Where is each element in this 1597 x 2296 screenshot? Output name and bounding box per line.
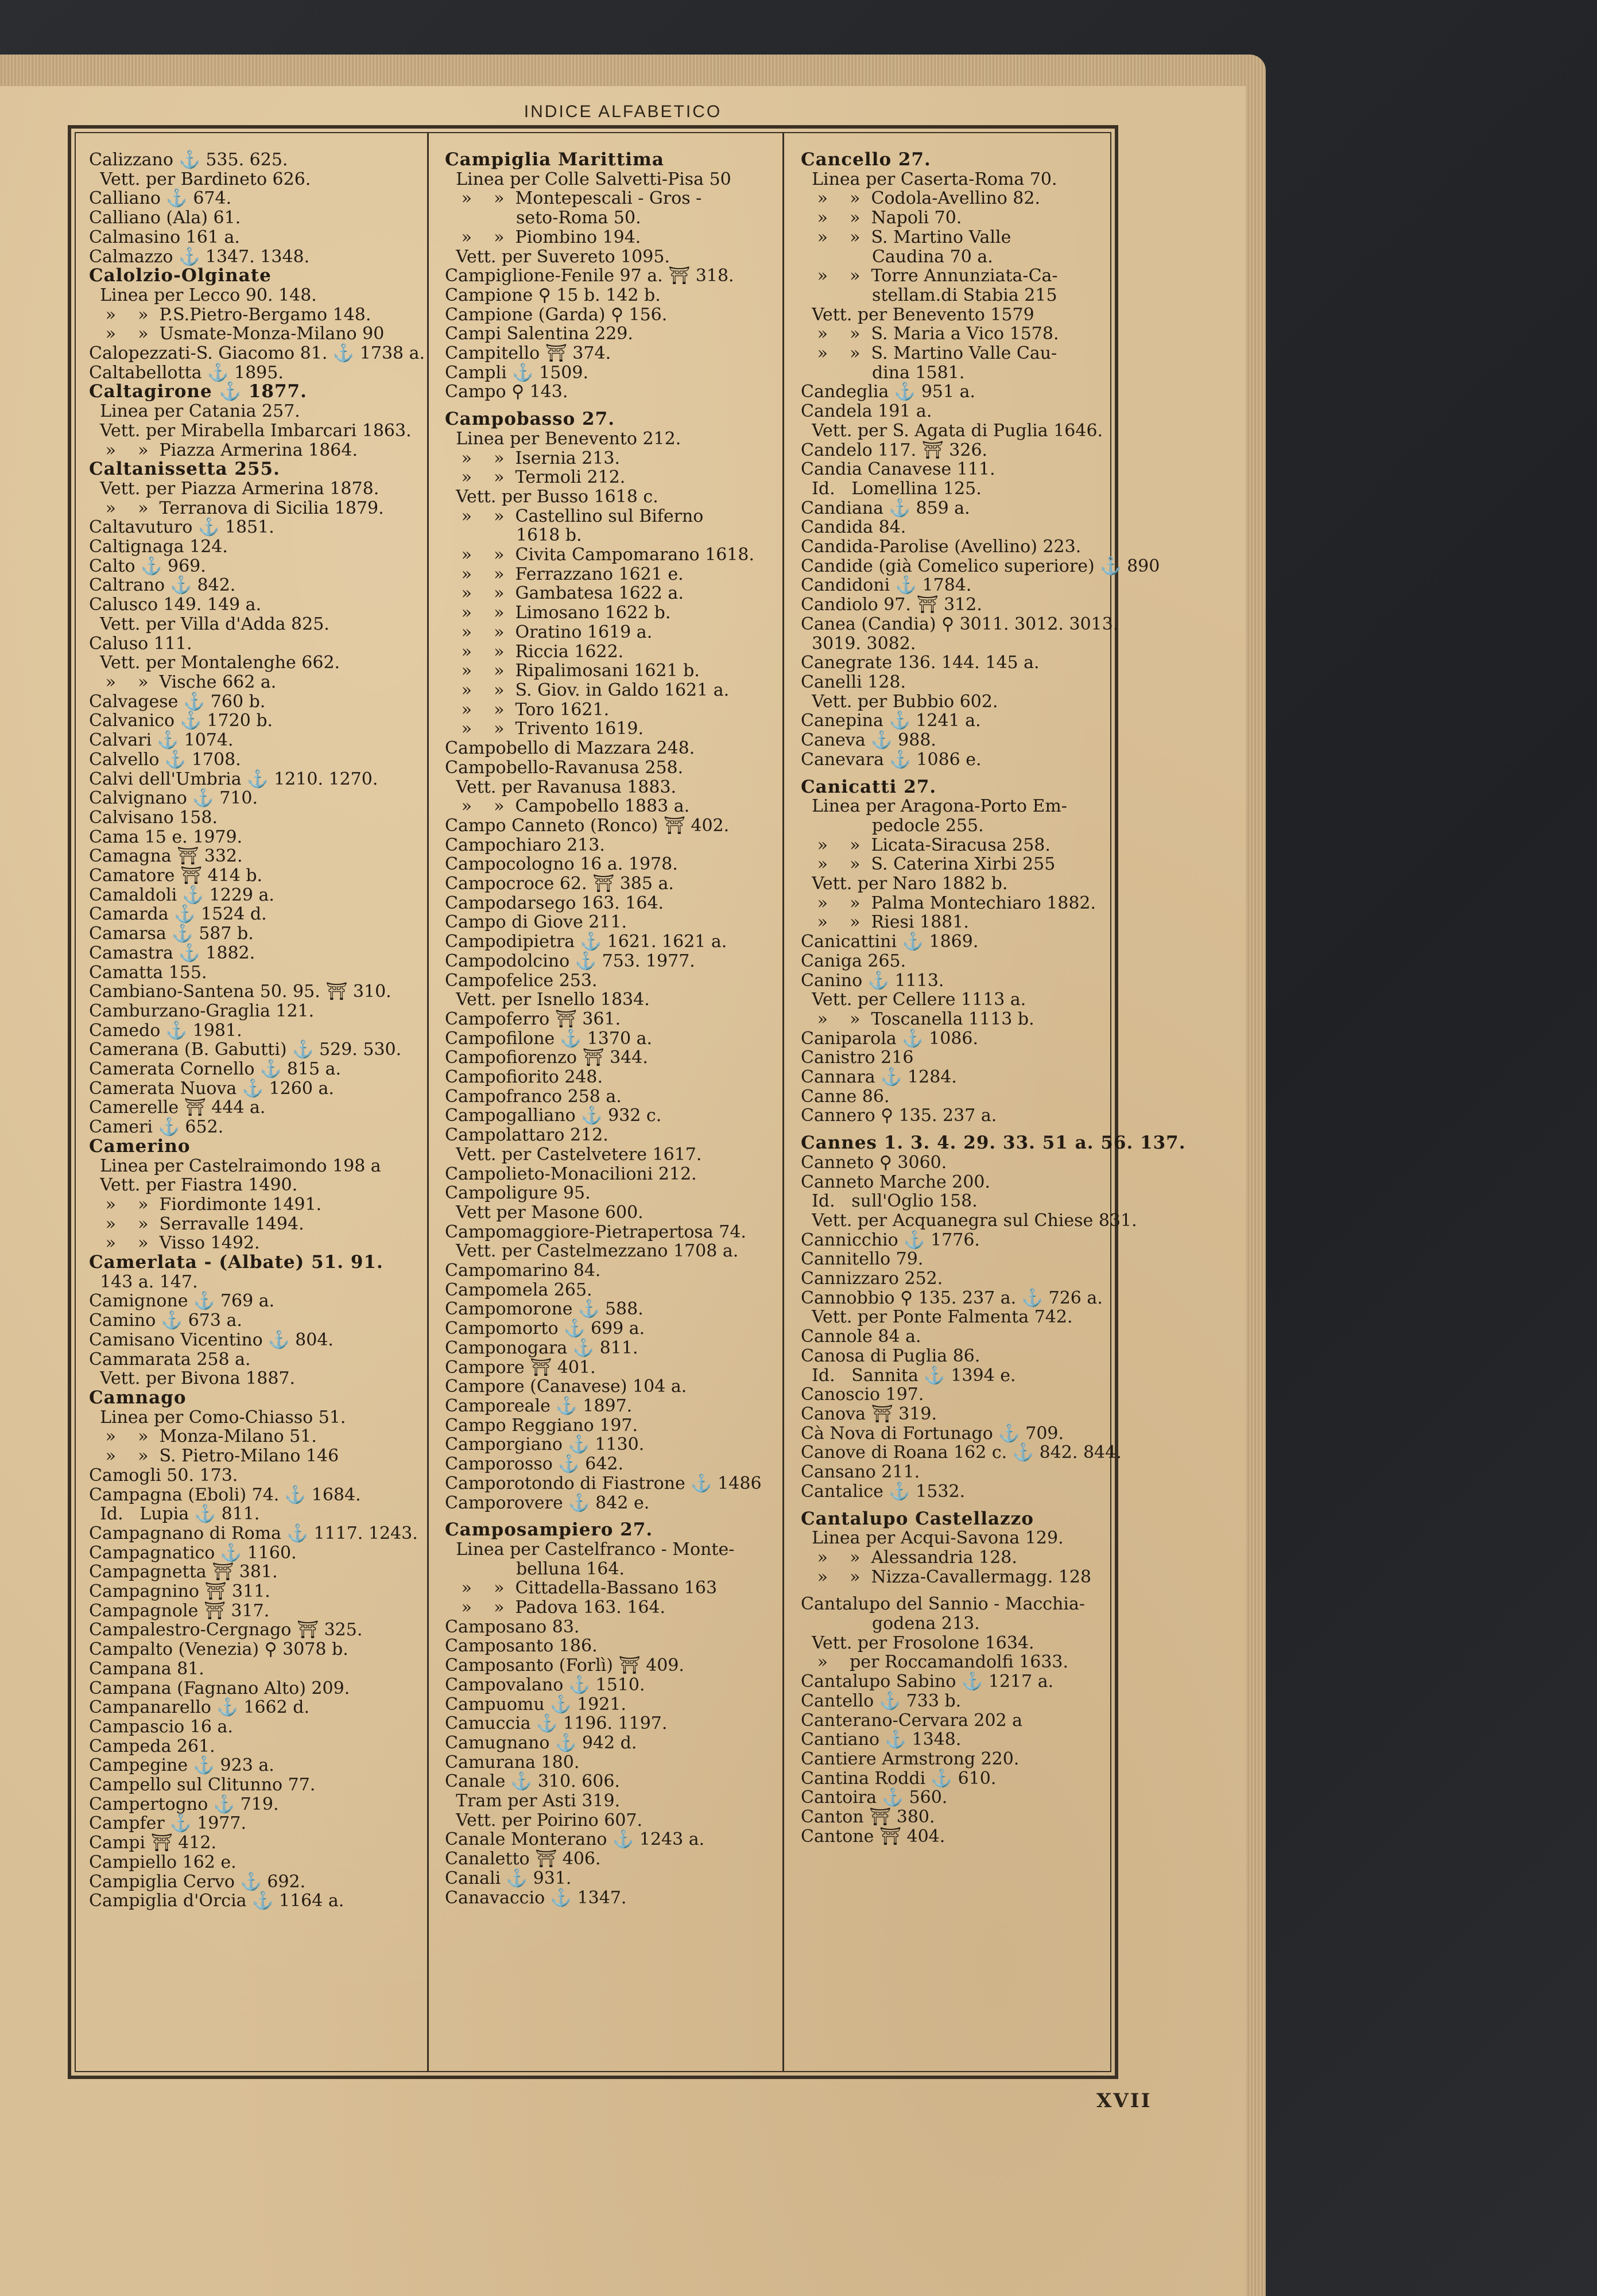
index-entry: Campfer ⚓ 1977. [89, 1813, 246, 1834]
index-entry: Linea per Acqui-Savona 129. [801, 1528, 1064, 1549]
page-number: XVII [1096, 2089, 1152, 2112]
index-entry: Canale ⚓ 310. 606. [445, 1771, 620, 1792]
index-entry: Campli ⚓ 1509. [445, 362, 588, 383]
index-entry: Cameri ⚓ 652. [89, 1117, 224, 1138]
index-entry: Campanarello ⚓ 1662 d. [89, 1697, 309, 1718]
index-entry: Vett. per Naro 1882 b. [801, 874, 1008, 894]
index-entry: Cannitello 79. [801, 1249, 924, 1270]
index-entry: Campiglione-Fenile 97 a. ⛩ 318. [445, 266, 734, 286]
index-entry: Linea per Aragona-Porto Em- [801, 796, 1067, 817]
index-entry: Id. Sannita ⚓ 1394 e. [801, 1365, 1016, 1386]
index-heading: Canicatti 27. [801, 776, 937, 797]
index-column-2 [445, 150, 778, 2068]
index-entry: Campogalliano ⚓ 932 c. [445, 1106, 662, 1126]
index-heading: Cantalupo Castellazzo [801, 1508, 1034, 1529]
index-entry: Id. sull'Oglio 158. [801, 1191, 978, 1212]
index-entry: » » S. Maria a Vico 1578. [801, 324, 1059, 344]
index-entry: Campo Reggiano 197. [445, 1415, 638, 1436]
index-entry: » » Riccia 1622. [445, 641, 624, 662]
index-entry: Camporeale ⚓ 1897. [445, 1396, 633, 1416]
index-entry: Cannobbio ⚲ 135. 237 a. ⚓ 726 a. [801, 1287, 1103, 1308]
index-entry: Candidoni ⚓ 1784. [801, 575, 972, 596]
index-entry: Cantiere Armstrong 220. [801, 1748, 1020, 1769]
index-entry: Campi Salentina 229. [445, 324, 633, 344]
index-column-3 [801, 149, 1186, 2068]
index-entry: » » Campobello 1883 a. [445, 796, 690, 817]
index-entry: Cannole 84 a. [801, 1327, 921, 1347]
index-entry: Campeda 261. [89, 1736, 215, 1756]
index-heading: Campobasso 27. [445, 409, 615, 430]
index-entry: Canoscio 197. [801, 1384, 924, 1405]
index-entry: » » Napoli 70. [801, 208, 962, 228]
index-entry: Calvanico ⚓ 1720 b. [89, 711, 273, 731]
index-entry: Camporosso ⚓ 642. [445, 1454, 624, 1475]
index-entry: Camposano 83. [445, 1616, 580, 1637]
index-entry: » » S. Pietro-Milano 146 [89, 1446, 339, 1467]
index-entry: Vett. per Isnello 1834. [445, 990, 650, 1010]
index-entry: Calvignano ⚓ 710. [89, 788, 258, 809]
index-entry: Campomarino 84. [445, 1261, 601, 1281]
index-entry: Cansano 211. [801, 1462, 920, 1483]
index-entry: Campofilone ⚓ 1370 a. [445, 1028, 653, 1049]
index-entry: Caniga 265. [801, 951, 906, 971]
index-entry: Campolattaro 212. [445, 1125, 608, 1146]
index-entry: Canicattini ⚓ 1869. [801, 932, 979, 952]
index-entry: » » Licata-Siracusa 258. [801, 835, 1051, 855]
index-entry: » » Usmate-Monza-Milano 90 [89, 324, 385, 344]
index-entry: Canea (Candia) ⚲ 3011. 3012. 3013. [801, 614, 1119, 634]
index-entry: » » Montepescali - Gros - [445, 188, 702, 209]
index-heading: Camposampiero 27. [445, 1519, 653, 1541]
index-entry: Canaletto ⛩ 406. [445, 1849, 601, 1870]
index-entry: Camporotondo di Fiastrone ⚓ 1486 [445, 1473, 762, 1494]
index-entry: Vett. per Mirabella Imbarcari 1863. [89, 420, 412, 441]
index-heading: Camnago [89, 1387, 187, 1408]
index-entry: Camerana (B. Gabutti) ⚓ 529. 530. [89, 1040, 402, 1060]
index-entry: Camerata Nuova ⚓ 1260 a. [89, 1078, 334, 1099]
index-entry: » » Toscanella 1113 b. [801, 1009, 1034, 1029]
index-entry: Camaldoli ⚓ 1229 a. [89, 885, 274, 905]
index-entry: Vett per Masone 600. [445, 1202, 644, 1223]
index-entry: Linea per Colle Salvetti-Pisa 50 [445, 169, 731, 189]
index-entry: » » Vische 662 a. [89, 672, 277, 692]
index-entry: Calvagese ⚓ 760 b. [89, 691, 266, 712]
index-entry: Vett. per Montalenghe 662. [89, 653, 340, 673]
index-entry: Camposanto 186. [445, 1636, 598, 1657]
index-entry: Camedo ⚓ 1981. [89, 1020, 242, 1041]
index-entry: Campiglia Cervo ⚓ 692. [89, 1871, 306, 1892]
index-entry: Vett. per Villa d'Adda 825. [89, 614, 330, 634]
index-entry: Calvello ⚓ 1708. [89, 749, 241, 770]
running-head: INDICE ALFABETICO [524, 102, 722, 121]
index-entry: 143 a. 147. [89, 1271, 198, 1292]
index-entry: Calopezzati-S. Giacomo 81. ⚓ 1738 a. [89, 343, 425, 364]
index-entry: Canove di Roana 162 c. ⚓ 842. 844. [801, 1442, 1122, 1463]
index-entry: Camponogara ⚓ 811. [445, 1337, 638, 1358]
index-entry: Campello sul Clitunno 77. [89, 1775, 316, 1795]
index-entry: Camastra ⚓ 1882. [89, 943, 255, 963]
index-entry: Campolieto-Monacilioni 212. [445, 1163, 697, 1184]
index-entry: » » Padova 163. 164. [445, 1597, 666, 1618]
index-entry: » » S. Martino Valle Cau- [801, 343, 1057, 364]
index-entry: Campomaggiore-Pietrapertosa 74. [445, 1221, 746, 1242]
index-entry: » » Toro 1621. [445, 699, 610, 720]
index-entry: Cammarata 258 a. [89, 1349, 251, 1370]
index-entry: dina 1581. [801, 362, 965, 383]
index-entry: Camatore ⛩ 414 b. [89, 866, 263, 886]
index-entry: Camarsa ⚓ 587 b. [89, 924, 254, 944]
index-entry: Campiglia d'Orcia ⚓ 1164 a. [89, 1891, 344, 1911]
index-entry: godena 213. [801, 1614, 980, 1634]
index-entry: Candiana ⚓ 859 a. [801, 498, 970, 518]
index-entry: Camuccia ⚓ 1196. 1197. [445, 1713, 668, 1734]
index-entry: Campiello 162 e. [89, 1852, 237, 1872]
index-entry: Cannero ⚲ 135. 237 a. [801, 1106, 997, 1126]
index-entry: Linea per Benevento 212. [445, 428, 681, 449]
index-entry: » » Fiordimonte 1491. [89, 1194, 322, 1215]
index-entry: » » Oratino 1619 a. [445, 622, 653, 642]
index-entry: Candela 191 a. [801, 401, 932, 422]
index-entry: Campofiorito 248. [445, 1067, 603, 1088]
index-entry: Campitello ⛩ 374. [445, 343, 611, 364]
index-entry: Campomela 265. [445, 1279, 592, 1300]
index-entry: Tram per Asti 319. [445, 1791, 621, 1812]
index-entry: » » Gambatesa 1622 a. [445, 583, 684, 604]
index-heading: Camerlata - (Albate) 51. 91. [89, 1252, 383, 1273]
index-entry: Camerelle ⛩ 444 a. [89, 1097, 266, 1118]
column-rule-1 [427, 132, 429, 2072]
index-entry: Campana 81. [89, 1658, 204, 1679]
index-entry: Campodarsego 163. 164. [445, 893, 664, 913]
index-entry: Candiolo 97. ⛩ 312. [801, 595, 982, 615]
index-entry: Vett. per Benevento 1579 [801, 304, 1034, 325]
index-entry: Cama 15 e. 1979. [89, 827, 243, 847]
index-entry: Vett. per Acquanegra sul Chiese 831. [801, 1210, 1137, 1231]
index-entry: Campo Canneto (Ronco) ⛩ 402. [445, 815, 730, 836]
index-entry: Vett. per Castelvetere 1617. [445, 1144, 702, 1165]
index-entry: Campomorto ⚓ 699 a. [445, 1318, 645, 1339]
index-entry: pedocle 255. [801, 815, 984, 836]
index-entry: Campofelice 253. [445, 970, 598, 991]
index-entry: Campochiaro 213. [445, 835, 605, 855]
index-entry: » » Piombino 194. [445, 227, 641, 247]
index-entry: Campana (Fagnano Alto) 209. [89, 1678, 350, 1698]
index-entry: » » P.S.Pietro-Bergamo 148. [89, 304, 371, 325]
index-entry: Calmasino 161 a. [89, 227, 240, 247]
index-entry: Campagna (Eboli) 74. ⚓ 1684. [89, 1484, 361, 1505]
index-entry: Cantalupo Sabino ⚓ 1217 a. [801, 1671, 1054, 1692]
index-entry: » » Serravalle 1494. [89, 1213, 304, 1234]
index-entry: Cannizzaro 252. [801, 1269, 943, 1289]
index-entry: Caudina 70 a. [801, 246, 993, 267]
index-entry: » » Isernia 213. [445, 448, 621, 468]
index-entry: Linea per Caserta-Roma 70. [801, 169, 1057, 189]
index-entry: Vett. per Bubbio 602. [801, 691, 998, 712]
index-entry: Vett. per Ravanusa 1883. [445, 777, 677, 797]
index-entry: Candida-Parolise (Avellino) 223. [801, 537, 1082, 557]
index-entry: Campocroce 62. ⛩ 385 a. [445, 874, 674, 894]
index-entry: Cantiano ⚓ 1348. [801, 1729, 962, 1750]
index-entry: Vett. per Bivona 1887. [89, 1368, 296, 1389]
index-entry: Caneva ⚓ 988. [801, 730, 936, 751]
index-entry: Canistro 216 [801, 1048, 914, 1068]
index-entry: Candia Canavese 111. [801, 459, 995, 480]
index-entry: Linea per Como-Chiasso 51. [89, 1407, 346, 1428]
index-entry: Caltrano ⚓ 842. [89, 575, 236, 596]
index-entry: Candida 84. [801, 517, 906, 538]
index-entry: Camporovere ⚓ 842 e. [445, 1492, 650, 1513]
index-entry: » » Palma Montechiaro 1882. [801, 893, 1096, 913]
index-entry: » » Terranova di Sicilia 1879. [89, 498, 384, 518]
index-entry: Caltignaga 124. [89, 537, 228, 557]
index-entry: Caltavuturo ⚓ 1851. [89, 517, 274, 538]
index-entry: Calmazzo ⚓ 1347. 1348. [89, 246, 310, 267]
index-entry: » » Monza-Milano 51. [89, 1426, 317, 1447]
index-entry: Cà Nova di Fortunago ⚓ 709. [801, 1423, 1064, 1444]
index-entry: Canosa di Puglia 86. [801, 1345, 980, 1366]
index-entry: » » Ferrazzano 1621 e. [445, 564, 684, 584]
index-entry: Campertogno ⚓ 719. [89, 1794, 279, 1814]
index-entry: Calvi dell'Umbria ⚓ 1210. 1270. [89, 769, 378, 789]
index-entry: Cantoira ⚓ 560. [801, 1787, 948, 1808]
index-entry: Candide (già Comelico superiore) ⚓ 890 [801, 556, 1160, 576]
index-entry: Caltabellotta ⚓ 1895. [89, 362, 284, 383]
index-heading: Camerino [89, 1135, 191, 1157]
index-entry: Calvari ⚓ 1074. [89, 730, 234, 751]
index-entry: Vett. per Castelmezzano 1708 a. [445, 1241, 739, 1262]
index-entry: Canton ⛩ 380. [801, 1807, 935, 1828]
index-entry: » » Trivento 1619. [445, 719, 644, 739]
index-entry: Camporgiano ⚓ 1130. [445, 1434, 645, 1455]
index-entry: Camurana 180. [445, 1752, 580, 1773]
index-entry: » » S. Giov. in Galdo 1621 a. [445, 680, 730, 700]
index-entry: Cantina Roddi ⚓ 610. [801, 1768, 997, 1789]
index-column-1 [89, 150, 425, 2068]
index-entry: Caluso 111. [89, 633, 192, 654]
index-entry: Campagnatico ⚓ 1160. [89, 1542, 297, 1563]
index-entry: » » Civita Campomarano 1618. [445, 545, 755, 565]
index-entry: » » Visso 1492. [89, 1233, 260, 1254]
index-entry: Caniparola ⚓ 1086. [801, 1028, 979, 1049]
index-entry: Campagnano di Roma ⚓ 1117. 1243. [89, 1523, 418, 1543]
index-entry: Canegrate 136. 144. 145 a. [801, 653, 1040, 673]
index-entry: Camogli 50. 173. [89, 1465, 238, 1486]
index-entry: Campalto (Venezia) ⚲ 3078 b. [89, 1639, 348, 1660]
index-entry: Vett. per Frosolone 1634. [801, 1632, 1034, 1653]
index-entry: Linea per Lecco 90. 148. [89, 285, 317, 305]
index-heading: Calolzio-Olginate [89, 265, 272, 286]
index-entry: Camino ⚓ 673 a. [89, 1310, 242, 1331]
index-entry: Campegine ⚓ 923 a. [89, 1755, 274, 1776]
index-entry: Campomorone ⚓ 588. [445, 1299, 644, 1320]
index-entry: Campuomu ⚓ 1921. [445, 1694, 626, 1715]
index-entry: Cantone ⛩ 404. [801, 1826, 945, 1847]
index-entry: Campovalano ⚓ 1510. [445, 1674, 645, 1695]
index-entry: Vett. per Cellere 1113 a. [801, 990, 1026, 1010]
index-entry: Canneto ⚲ 3060. [801, 1152, 947, 1173]
index-entry: Linea per Castelfranco - Monte- [445, 1539, 735, 1560]
index-entry: Linea per Castelraimondo 198 a [89, 1155, 381, 1176]
index-entry: Calusco 149. 149 a. [89, 595, 262, 615]
index-entry: Canavaccio ⚓ 1347. [445, 1887, 627, 1908]
index-entry: Camarda ⚓ 1524 d. [89, 904, 267, 925]
index-entry: » per Roccamandolfi 1633. [801, 1652, 1069, 1673]
index-entry: » » Limosano 1622 b. [445, 603, 671, 623]
index-entry: Campo di Giove 211. [445, 912, 627, 933]
index-entry: Vett. per Busso 1618 c. [445, 486, 658, 507]
index-entry: Campoferro ⛩ 361. [445, 1009, 621, 1029]
index-entry: » » Termoli 212. [445, 467, 626, 488]
index-entry: Campodipietra ⚓ 1621. 1621 a. [445, 932, 727, 952]
index-entry: Canne 86. [801, 1086, 890, 1107]
index-entry: Calto ⚓ 969. [89, 556, 206, 576]
index-entry: Vett. per Poirino 607. [445, 1810, 643, 1830]
index-entry: » » Ripalimosani 1621 b. [445, 661, 700, 681]
index-entry: Campoligure 95. [445, 1183, 591, 1204]
index-entry: Campo ⚲ 143. [445, 382, 568, 402]
index-entry: Vett. per S. Agata di Puglia 1646. [801, 420, 1103, 441]
index-entry: » » Nizza-Cavallermagg. 128 [801, 1566, 1092, 1587]
index-entry: Camugnano ⚓ 942 d. [445, 1732, 637, 1753]
index-entry: Campofiorenzo ⛩ 344. [445, 1048, 648, 1068]
index-entry: » » Riesi 1881. [801, 912, 969, 933]
index-entry: Canale Monterano ⚓ 1243 a. [445, 1829, 705, 1850]
index-entry: Cannara ⚓ 1284. [801, 1067, 957, 1088]
index-entry: Vett. per Fiastra 1490. [89, 1175, 298, 1196]
index-heading: Cannes 1. 3. 4. 29. 33. 51 a. 56. 137. [801, 1133, 1186, 1154]
index-entry: » » Piazza Armerina 1864. [89, 440, 358, 460]
index-entry: » » Alessandria 128. [801, 1547, 1017, 1568]
index-entry: Calizzano ⚓ 535. 625. [89, 150, 288, 170]
index-heading: Campiglia Marittima [445, 149, 664, 170]
index-entry: Campodolcino ⚓ 753. 1977. [445, 951, 695, 971]
index-entry: Canterano-Cervara 202 a [801, 1710, 1023, 1731]
index-entry: Calliano (Ala) 61. [89, 208, 241, 228]
index-entry: Vett. per Ponte Falmenta 742. [801, 1307, 1073, 1328]
index-entry: Canepina ⚓ 1241 a. [801, 711, 981, 731]
index-entry: » » Cittadella-Bassano 163 [445, 1578, 718, 1599]
index-entry: » » Torre Annunziata-Ca- [801, 266, 1058, 286]
index-entry: 1618 b. [445, 525, 582, 546]
index-entry: Cambiano-Santena 50. 95. ⛩ 310. [89, 982, 392, 1002]
index-entry: Cantello ⚓ 733 b. [801, 1690, 962, 1711]
index-entry: Vett. per Piazza Armerina 1878. [89, 478, 379, 499]
index-entry: Campocologno 16 a. 1978. [445, 854, 678, 875]
index-entry: Canelli 128. [801, 672, 906, 692]
index-entry: Canneto Marche 200. [801, 1172, 991, 1192]
index-entry: Campione ⚲ 15 b. 142 b. [445, 285, 661, 305]
index-entry: Cantalice ⚓ 1532. [801, 1481, 966, 1502]
index-entry: Camburzano-Graglia 121. [89, 1000, 315, 1021]
index-entry: Canova ⛩ 319. [801, 1404, 937, 1424]
index-entry: Campascio 16 a. [89, 1716, 233, 1737]
index-entry: Cantalupo del Sannio - Macchia- [801, 1594, 1085, 1615]
index-entry: Vett. per Suvereto 1095. [445, 246, 670, 267]
index-entry: Canino ⚓ 1113. [801, 970, 944, 991]
index-entry: » » S. Martino Valle [801, 227, 1011, 247]
index-heading: Cancello 27. [801, 149, 931, 170]
index-entry: Camisano Vicentino ⚓ 804. [89, 1329, 334, 1350]
index-entry: Camatta 155. [89, 962, 207, 983]
index-entry: Cannicchio ⚓ 1776. [801, 1230, 980, 1250]
index-entry: belluna 164. [445, 1558, 625, 1579]
index-entry: Campione (Garda) ⚲ 156. [445, 304, 668, 325]
index-entry: Id. Lomellina 125. [801, 478, 982, 499]
index-entry: Camagna ⛩ 332. [89, 846, 243, 867]
index-entry: Campalestro-Cergnago ⛩ 325. [89, 1620, 363, 1640]
index-entry: seto-Roma 50. [445, 208, 641, 228]
index-entry: Calliano ⚓ 674. [89, 188, 232, 209]
index-entry: Campi ⛩ 412. [89, 1833, 217, 1853]
index-entry: Canali ⚓ 931. [445, 1868, 572, 1888]
index-entry: Vett. per Bardineto 626. [89, 169, 311, 189]
index-heading: Caltagirone ⚓ 1877. [89, 381, 307, 402]
index-entry: Camerata Cornello ⚓ 815 a. [89, 1059, 342, 1080]
index-entry: stellam.di Stabia 215 [801, 285, 1057, 305]
index-entry: Canevara ⚓ 1086 e. [801, 749, 982, 770]
index-entry: Campagnino ⛩ 311. [89, 1581, 270, 1602]
index-entry: Calvisano 158. [89, 807, 218, 828]
index-entry: Candeglia ⚓ 951 a. [801, 382, 976, 402]
index-entry: Id. Lupia ⚓ 811. [89, 1504, 260, 1525]
index-entry: » » Castellino sul Biferno [445, 506, 704, 526]
index-entry: Campobello di Mazzara 248. [445, 738, 695, 759]
index-entry: Campore ⛩ 401. [445, 1357, 596, 1378]
index-entry: Camignone ⚓ 769 a. [89, 1291, 275, 1312]
index-entry: Campagnole ⛩ 317. [89, 1600, 270, 1621]
index-entry: » » Codola-Avellino 82. [801, 188, 1040, 209]
index-entry: » » S. Caterina Xirbi 255 [801, 854, 1056, 875]
index-heading: Caltanissetta 255. [89, 459, 280, 480]
index-entry: Candelo 117. ⛩ 326. [801, 440, 988, 460]
column-rule-2 [782, 132, 784, 2072]
index-entry: 3019. 3082. [801, 633, 916, 654]
index-entry: Campobello-Ravanusa 258. [445, 757, 684, 778]
index-entry: Linea per Catania 257. [89, 401, 300, 422]
index-entry: Camposanto (Forlì) ⛩ 409. [445, 1655, 684, 1676]
index-entry: Campofranco 258 a. [445, 1086, 622, 1107]
index-entry: Campore (Canavese) 104 a. [445, 1376, 687, 1397]
index-entry: Campagnetta ⛩ 381. [89, 1562, 278, 1583]
